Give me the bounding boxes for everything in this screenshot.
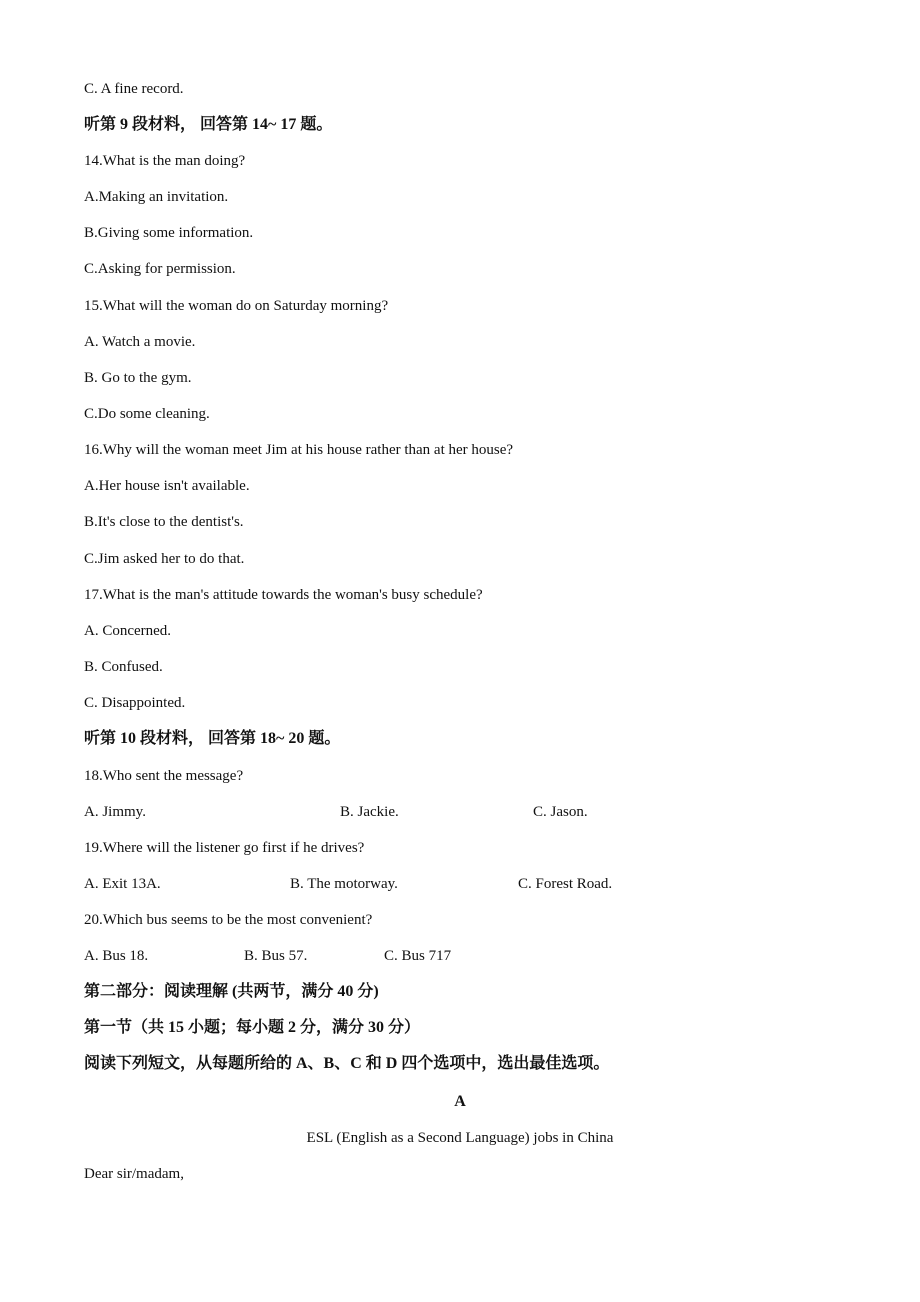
question-20: 20.Which bus seems to be the most convenient? [84,912,373,928]
section-one-heading: 第一节（共 15 小题；每小题 2 分，满分 30 分） [84,1019,421,1036]
question-16: 16.Why will the woman meet Jim at his house rather than at her house? [84,442,514,458]
q16-option-c: C.Jim asked her to do that. [84,551,245,567]
q15-option-c: C.Do some cleaning. [84,406,210,422]
passage-title: ESL (English as a Second Language) jobs in China [306,1130,614,1146]
reading-instructions: 阅读下列短文，从每题所给的 A、B、C 和 D 四个选项中，选出最佳选项。 [84,1055,610,1072]
q16-option-a: A.Her house isn't available. [84,478,250,494]
question-19: 19.Where will the listener go first if he drives? [84,840,365,856]
q17-option-c: C. Disappointed. [84,695,186,711]
q15-option-b: B. Go to the gym. [84,370,192,386]
q16-option-b: B.It's close to the dentist's. [84,514,244,530]
q18-option-c: C. Jason. [533,804,588,820]
q19-option-a: A. Exit 13A. [84,876,161,892]
section-heading-passage-10: 听第 10 段材料， 回答第 18~ 20 题。 [84,730,341,747]
q18-option-a: A. Jimmy. [84,804,146,820]
q14-option-c: C.Asking for permission. [84,261,236,277]
section-heading-passage-9: 听第 9 段材料， 回答第 14~ 17 题。 [84,116,333,133]
q15-option-a: A. Watch a movie. [84,334,196,350]
question-14: 14.What is the man doing? [84,153,246,169]
letter-salutation: Dear sir/madam, [84,1166,184,1182]
q17-option-b: B. Confused. [84,659,163,675]
q20-option-a: A. Bus 18. [84,948,149,964]
q14-option-a: A.Making an invitation. [84,189,229,205]
q20-option-b: B. Bus 57. [244,948,308,964]
q20-option-c: C. Bus 717 [384,948,452,964]
question-18: 18.Who sent the message? [84,768,244,784]
q18-option-b: B. Jackie. [340,804,399,820]
q14-option-b: B.Giving some information. [84,225,254,241]
part-two-heading: 第二部分：阅读理解 (共两节，满分 40 分) [84,983,379,1000]
q13-option-c: C. A fine record. [84,81,184,97]
q19-option-b: B. The motorway. [290,876,398,892]
q17-option-a: A. Concerned. [84,623,172,639]
question-15: 15.What will the woman do on Saturday morning? [84,298,389,314]
passage-label: A [454,1093,466,1110]
question-17: 17.What is the man's attitude towards the woman's busy schedule? [84,587,483,603]
q19-option-c: C. Forest Road. [518,876,613,892]
